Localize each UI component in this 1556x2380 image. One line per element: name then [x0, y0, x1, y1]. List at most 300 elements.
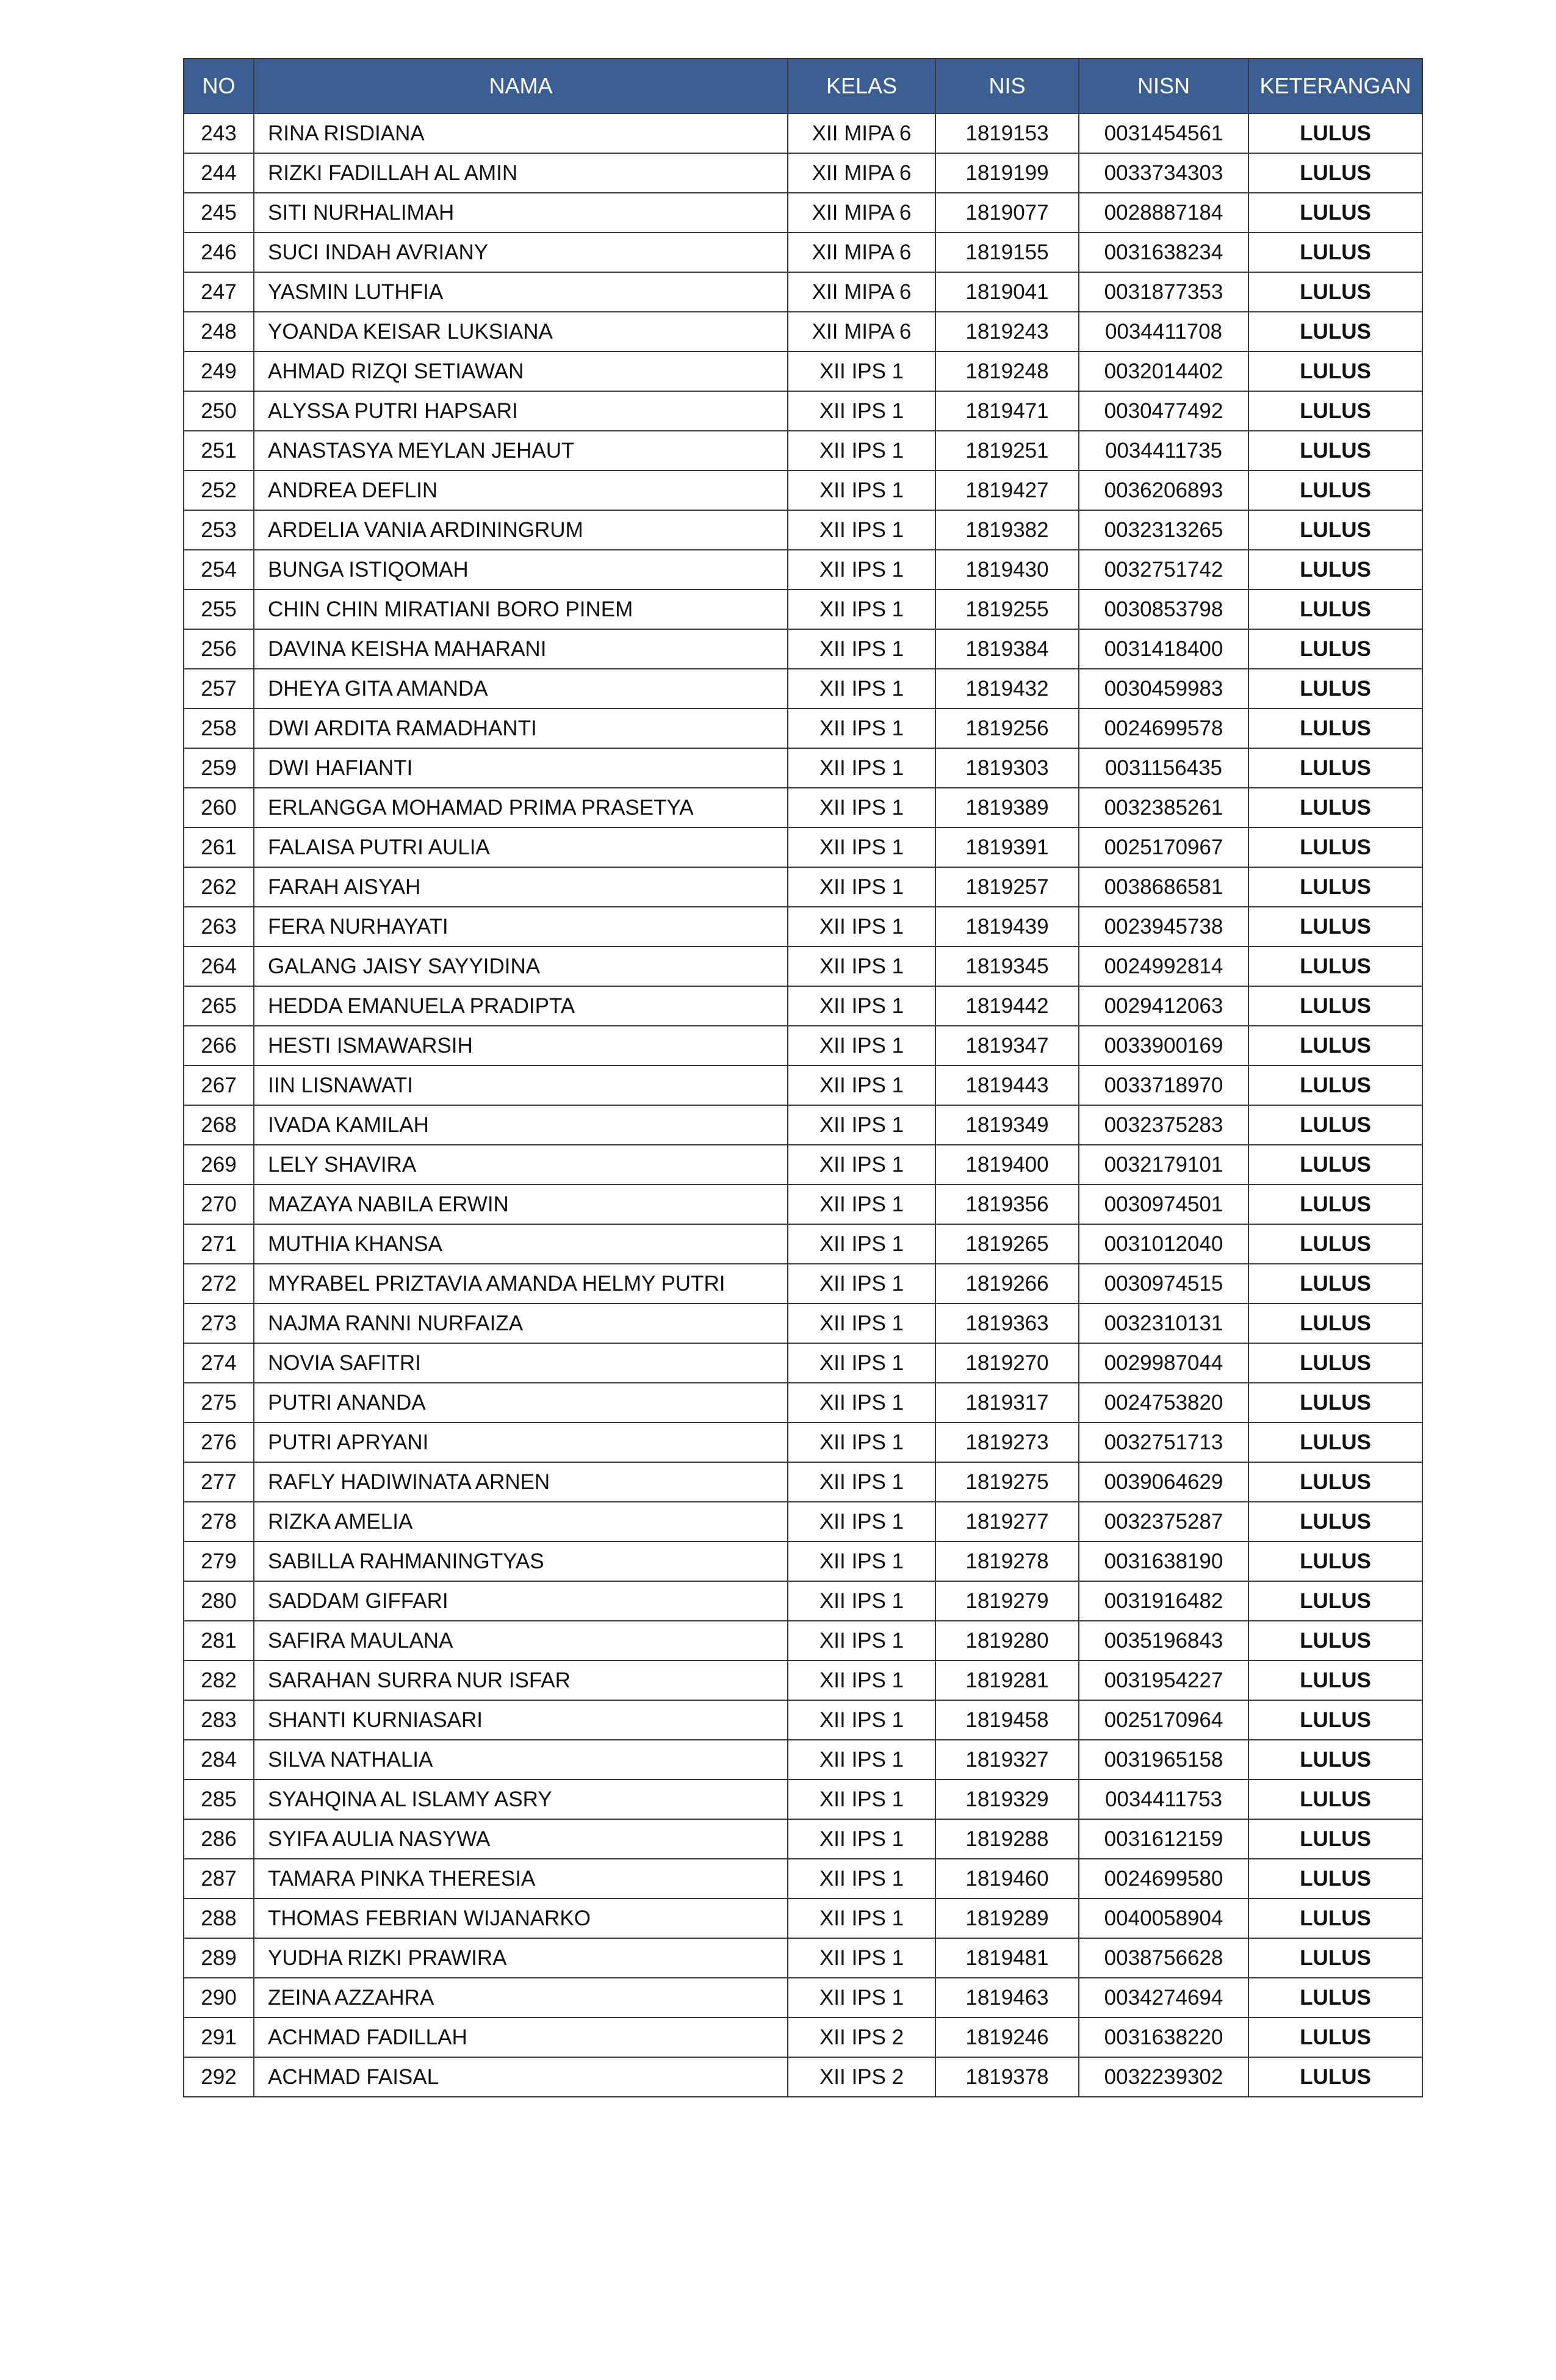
cell-nis: 1819347 — [935, 1026, 1079, 1066]
cell-keterangan: LULUS — [1248, 1819, 1422, 1859]
column-header-no: NO — [184, 59, 254, 114]
cell-no: 264 — [184, 947, 254, 986]
cell-no: 246 — [184, 233, 254, 272]
table-row — [184, 391, 1422, 431]
table-row — [184, 1938, 1422, 1978]
cell-nis: 1819439 — [935, 907, 1079, 947]
cell-no: 247 — [184, 272, 254, 312]
cell-no: 252 — [184, 471, 254, 510]
column-header-keterangan: KETERANGAN — [1248, 59, 1422, 114]
cell-no: 287 — [184, 1859, 254, 1899]
table-row — [184, 1621, 1422, 1661]
cell-nis: 1819378 — [935, 2057, 1079, 2097]
cell-keterangan: LULUS — [1248, 2057, 1422, 2097]
cell-keterangan: LULUS — [1248, 907, 1422, 947]
cell-no: 255 — [184, 590, 254, 629]
cell-nis: 1819278 — [935, 1542, 1079, 1581]
cell-nis: 1819279 — [935, 1581, 1079, 1621]
cell-nisn: 0030974515 — [1079, 1264, 1248, 1304]
cell-nisn: 0033718970 — [1079, 1066, 1248, 1105]
cell-keterangan: LULUS — [1248, 510, 1422, 550]
table-row — [184, 1819, 1422, 1859]
table-row — [184, 1740, 1422, 1780]
table-row — [184, 1978, 1422, 2018]
cell-nisn: 0035196843 — [1079, 1621, 1248, 1661]
cell-keterangan: LULUS — [1248, 1542, 1422, 1581]
table-row — [184, 1661, 1422, 1700]
table-row — [184, 1145, 1422, 1185]
column-header-nisn: NISN — [1079, 59, 1248, 114]
cell-kelas: XII IPS 1 — [788, 986, 935, 1026]
cell-nama: LELY SHAVIRA — [254, 1145, 788, 1185]
cell-nama: HEDDA EMANUELA PRADIPTA — [254, 986, 788, 1026]
cell-nama: CHIN CHIN MIRATIANI BORO PINEM — [254, 590, 788, 629]
cell-keterangan: LULUS — [1248, 748, 1422, 788]
cell-nis: 1819270 — [935, 1343, 1079, 1383]
cell-keterangan: LULUS — [1248, 590, 1422, 629]
cell-nisn: 0032014402 — [1079, 352, 1248, 391]
cell-no: 253 — [184, 510, 254, 550]
cell-keterangan: LULUS — [1248, 828, 1422, 867]
cell-nama: RAFLY HADIWINATA ARNEN — [254, 1462, 788, 1502]
cell-nisn: 0031954227 — [1079, 1661, 1248, 1700]
cell-kelas: XII IPS 1 — [788, 590, 935, 629]
table-row — [184, 986, 1422, 1026]
table-row — [184, 1383, 1422, 1423]
cell-no: 262 — [184, 867, 254, 907]
cell-no: 257 — [184, 669, 254, 709]
cell-no: 274 — [184, 1343, 254, 1383]
cell-no: 292 — [184, 2057, 254, 2097]
cell-nama: FARAH AISYAH — [254, 867, 788, 907]
cell-nis: 1819430 — [935, 550, 1079, 590]
cell-nama: RIZKI FADILLAH AL AMIN — [254, 153, 788, 193]
cell-no: 286 — [184, 1819, 254, 1859]
cell-nama: ANDREA DEFLIN — [254, 471, 788, 510]
graduation-results-table — [183, 58, 1423, 2097]
cell-nisn: 0032239302 — [1079, 2057, 1248, 2097]
cell-keterangan: LULUS — [1248, 1066, 1422, 1105]
cell-nisn: 0031877353 — [1079, 272, 1248, 312]
table-row — [184, 1859, 1422, 1899]
cell-keterangan: LULUS — [1248, 1938, 1422, 1978]
cell-keterangan: LULUS — [1248, 114, 1422, 153]
cell-kelas: XII IPS 2 — [788, 2018, 935, 2057]
cell-nama: SADDAM GIFFARI — [254, 1581, 788, 1621]
cell-nis: 1819280 — [935, 1621, 1079, 1661]
cell-no: 245 — [184, 193, 254, 233]
cell-nis: 1819246 — [935, 2018, 1079, 2057]
cell-keterangan: LULUS — [1248, 1026, 1422, 1066]
column-header-nama: NAMA — [254, 59, 788, 114]
cell-nisn: 0031012040 — [1079, 1224, 1248, 1264]
cell-no: 275 — [184, 1383, 254, 1423]
cell-nama: TAMARA PINKA THERESIA — [254, 1859, 788, 1899]
cell-kelas: XII MIPA 6 — [788, 153, 935, 193]
cell-keterangan: LULUS — [1248, 669, 1422, 709]
cell-nama: GALANG JAISY SAYYIDINA — [254, 947, 788, 986]
cell-no: 260 — [184, 788, 254, 828]
cell-no: 290 — [184, 1978, 254, 2018]
cell-kelas: XII IPS 1 — [788, 828, 935, 867]
cell-nis: 1819432 — [935, 669, 1079, 709]
cell-nama: NOVIA SAFITRI — [254, 1343, 788, 1383]
cell-nisn: 0039064629 — [1079, 1462, 1248, 1502]
cell-kelas: XII IPS 1 — [788, 352, 935, 391]
cell-nisn: 0029987044 — [1079, 1343, 1248, 1383]
cell-nisn: 0032310131 — [1079, 1304, 1248, 1343]
cell-nama: YOANDA KEISAR LUKSIANA — [254, 312, 788, 352]
cell-kelas: XII IPS 1 — [788, 431, 935, 471]
cell-nama: ARDELIA VANIA ARDININGRUM — [254, 510, 788, 550]
cell-keterangan: LULUS — [1248, 391, 1422, 431]
cell-no: 254 — [184, 550, 254, 590]
cell-keterangan: LULUS — [1248, 1780, 1422, 1819]
cell-kelas: XII IPS 1 — [788, 1740, 935, 1780]
cell-kelas: XII IPS 1 — [788, 1026, 935, 1066]
cell-keterangan: LULUS — [1248, 1185, 1422, 1224]
cell-kelas: XII IPS 1 — [788, 867, 935, 907]
cell-nisn: 0034411708 — [1079, 312, 1248, 352]
table-row — [184, 629, 1422, 669]
cell-nisn: 0032375287 — [1079, 1502, 1248, 1542]
cell-no: 291 — [184, 2018, 254, 2057]
cell-nis: 1819349 — [935, 1105, 1079, 1145]
cell-nis: 1819273 — [935, 1423, 1079, 1462]
cell-no: 248 — [184, 312, 254, 352]
cell-nama: NAJMA RANNI NURFAIZA — [254, 1304, 788, 1343]
cell-nisn: 0024699580 — [1079, 1859, 1248, 1899]
cell-no: 269 — [184, 1145, 254, 1185]
cell-kelas: XII IPS 1 — [788, 907, 935, 947]
cell-nis: 1819382 — [935, 510, 1079, 550]
table-row — [184, 510, 1422, 550]
cell-nama: RINA RISDIANA — [254, 114, 788, 153]
table-row — [184, 1066, 1422, 1105]
cell-no: 272 — [184, 1264, 254, 1304]
table-row — [184, 233, 1422, 272]
cell-kelas: XII IPS 1 — [788, 1621, 935, 1661]
cell-kelas: XII IPS 1 — [788, 1938, 935, 1978]
cell-nis: 1819303 — [935, 748, 1079, 788]
cell-nis: 1819327 — [935, 1740, 1079, 1780]
cell-kelas: XII IPS 1 — [788, 1105, 935, 1145]
cell-nisn: 0032385261 — [1079, 788, 1248, 828]
cell-no: 279 — [184, 1542, 254, 1581]
cell-nama: MYRABEL PRIZTAVIA AMANDA HELMY PUTRI — [254, 1264, 788, 1304]
cell-keterangan: LULUS — [1248, 1621, 1422, 1661]
cell-kelas: XII IPS 1 — [788, 1700, 935, 1740]
cell-nis: 1819329 — [935, 1780, 1079, 1819]
cell-no: 244 — [184, 153, 254, 193]
cell-no: 273 — [184, 1304, 254, 1343]
cell-no: 270 — [184, 1185, 254, 1224]
cell-nis: 1819345 — [935, 947, 1079, 986]
cell-nama: SAFIRA MAULANA — [254, 1621, 788, 1661]
cell-nama: SITI NURHALIMAH — [254, 193, 788, 233]
cell-kelas: XII MIPA 6 — [788, 114, 935, 153]
cell-keterangan: LULUS — [1248, 1343, 1422, 1383]
cell-nis: 1819153 — [935, 114, 1079, 153]
cell-nis: 1819275 — [935, 1462, 1079, 1502]
cell-no: 284 — [184, 1740, 254, 1780]
cell-nama: YUDHA RIZKI PRAWIRA — [254, 1938, 788, 1978]
table-row — [184, 114, 1422, 153]
cell-no: 285 — [184, 1780, 254, 1819]
cell-no: 277 — [184, 1462, 254, 1502]
table-row — [184, 312, 1422, 352]
cell-nama: BUNGA ISTIQOMAH — [254, 550, 788, 590]
table-row — [184, 1502, 1422, 1542]
cell-kelas: XII IPS 1 — [788, 1264, 935, 1304]
cell-nisn: 0032313265 — [1079, 510, 1248, 550]
cell-no: 265 — [184, 986, 254, 1026]
cell-nis: 1819443 — [935, 1066, 1079, 1105]
cell-nama: FERA NURHAYATI — [254, 907, 788, 947]
cell-nama: SYAHQINA AL ISLAMY ASRY — [254, 1780, 788, 1819]
cell-no: 256 — [184, 629, 254, 669]
table-row — [184, 471, 1422, 510]
cell-kelas: XII IPS 1 — [788, 709, 935, 748]
cell-nama: ACHMAD FAISAL — [254, 2057, 788, 2097]
cell-kelas: XII IPS 1 — [788, 1383, 935, 1423]
cell-keterangan: LULUS — [1248, 550, 1422, 590]
cell-nama: ZEINA AZZAHRA — [254, 1978, 788, 2018]
table-row — [184, 590, 1422, 629]
cell-nis: 1819317 — [935, 1383, 1079, 1423]
cell-keterangan: LULUS — [1248, 1502, 1422, 1542]
cell-no: 258 — [184, 709, 254, 748]
cell-nis: 1819255 — [935, 590, 1079, 629]
cell-nisn: 0024699578 — [1079, 709, 1248, 748]
cell-keterangan: LULUS — [1248, 1740, 1422, 1780]
cell-keterangan: LULUS — [1248, 1304, 1422, 1343]
table-body — [184, 114, 1422, 2097]
cell-nis: 1819251 — [935, 431, 1079, 471]
cell-kelas: XII IPS 1 — [788, 1978, 935, 2018]
cell-no: 271 — [184, 1224, 254, 1264]
cell-nis: 1819288 — [935, 1819, 1079, 1859]
cell-nama: HESTI ISMAWARSIH — [254, 1026, 788, 1066]
table-row — [184, 431, 1422, 471]
cell-kelas: XII MIPA 6 — [788, 233, 935, 272]
cell-nis: 1819266 — [935, 1264, 1079, 1304]
cell-kelas: XII IPS 1 — [788, 947, 935, 986]
table-row — [184, 1185, 1422, 1224]
cell-nis: 1819077 — [935, 193, 1079, 233]
table-row — [184, 550, 1422, 590]
cell-keterangan: LULUS — [1248, 431, 1422, 471]
cell-kelas: XII MIPA 6 — [788, 272, 935, 312]
table-row — [184, 1224, 1422, 1264]
cell-kelas: XII IPS 2 — [788, 2057, 935, 2097]
cell-nisn: 0031454561 — [1079, 114, 1248, 153]
table-row — [184, 1462, 1422, 1502]
cell-nis: 1819400 — [935, 1145, 1079, 1185]
cell-kelas: XII IPS 1 — [788, 669, 935, 709]
cell-nama: PUTRI APRYANI — [254, 1423, 788, 1462]
cell-kelas: XII IPS 1 — [788, 1185, 935, 1224]
table-row — [184, 193, 1422, 233]
cell-no: 268 — [184, 1105, 254, 1145]
cell-no: 267 — [184, 1066, 254, 1105]
cell-nama: SHANTI KURNIASARI — [254, 1700, 788, 1740]
cell-nisn: 0031156435 — [1079, 748, 1248, 788]
cell-nisn: 0033900169 — [1079, 1026, 1248, 1066]
cell-nama: DAVINA KEISHA MAHARANI — [254, 629, 788, 669]
table-row — [184, 1304, 1422, 1343]
table-row — [184, 1581, 1422, 1621]
table-row — [184, 1264, 1422, 1304]
cell-nisn: 0030459983 — [1079, 669, 1248, 709]
cell-nama: DWI HAFIANTI — [254, 748, 788, 788]
table-row — [184, 788, 1422, 828]
cell-kelas: XII IPS 1 — [788, 788, 935, 828]
table-row — [184, 1343, 1422, 1383]
table-row — [184, 1780, 1422, 1819]
cell-nama: THOMAS FEBRIAN WIJANARKO — [254, 1899, 788, 1938]
cell-kelas: XII IPS 1 — [788, 1859, 935, 1899]
cell-nis: 1819356 — [935, 1185, 1079, 1224]
cell-nis: 1819427 — [935, 471, 1079, 510]
cell-nisn: 0038686581 — [1079, 867, 1248, 907]
cell-kelas: XII IPS 1 — [788, 510, 935, 550]
cell-no: 249 — [184, 352, 254, 391]
cell-nis: 1819243 — [935, 312, 1079, 352]
cell-nisn: 0029412063 — [1079, 986, 1248, 1026]
cell-no: 276 — [184, 1423, 254, 1462]
cell-nama: AHMAD RIZQI SETIAWAN — [254, 352, 788, 391]
cell-no: 282 — [184, 1661, 254, 1700]
cell-keterangan: LULUS — [1248, 1145, 1422, 1185]
cell-nisn: 0036206893 — [1079, 471, 1248, 510]
cell-nisn: 0031965158 — [1079, 1740, 1248, 1780]
cell-kelas: XII IPS 1 — [788, 391, 935, 431]
cell-nama: FALAISA PUTRI AULIA — [254, 828, 788, 867]
cell-nisn: 0033734303 — [1079, 153, 1248, 193]
cell-nis: 1819289 — [935, 1899, 1079, 1938]
cell-nisn: 0032751713 — [1079, 1423, 1248, 1462]
cell-no: 288 — [184, 1899, 254, 1938]
cell-nis: 1819481 — [935, 1938, 1079, 1978]
cell-nisn: 0031418400 — [1079, 629, 1248, 669]
cell-no: 251 — [184, 431, 254, 471]
cell-nis: 1819471 — [935, 391, 1079, 431]
table-row — [184, 1105, 1422, 1145]
table-row — [184, 153, 1422, 193]
cell-nama: DWI ARDITA RAMADHANTI — [254, 709, 788, 748]
cell-nis: 1819463 — [935, 1978, 1079, 2018]
cell-keterangan: LULUS — [1248, 709, 1422, 748]
cell-nisn: 0031638234 — [1079, 233, 1248, 272]
cell-nis: 1819460 — [935, 1859, 1079, 1899]
header-row — [184, 59, 1422, 114]
cell-kelas: XII IPS 1 — [788, 1780, 935, 1819]
cell-kelas: XII IPS 1 — [788, 1423, 935, 1462]
table-row — [184, 1700, 1422, 1740]
cell-kelas: XII MIPA 6 — [788, 312, 935, 352]
cell-no: 250 — [184, 391, 254, 431]
cell-keterangan: LULUS — [1248, 1581, 1422, 1621]
cell-nis: 1819155 — [935, 233, 1079, 272]
cell-nama: ANASTASYA MEYLAN JEHAUT — [254, 431, 788, 471]
table-row — [184, 709, 1422, 748]
cell-keterangan: LULUS — [1248, 153, 1422, 193]
cell-no: 278 — [184, 1502, 254, 1542]
cell-keterangan: LULUS — [1248, 2018, 1422, 2057]
cell-kelas: XII MIPA 6 — [788, 193, 935, 233]
table-row — [184, 669, 1422, 709]
cell-keterangan: LULUS — [1248, 1661, 1422, 1700]
cell-kelas: XII IPS 1 — [788, 748, 935, 788]
cell-nisn: 0030477492 — [1079, 391, 1248, 431]
cell-nisn: 0025170967 — [1079, 828, 1248, 867]
table-row — [184, 748, 1422, 788]
table-row — [184, 907, 1422, 947]
cell-no: 259 — [184, 748, 254, 788]
cell-nama: RIZKA AMELIA — [254, 1502, 788, 1542]
cell-no: 289 — [184, 1938, 254, 1978]
cell-keterangan: LULUS — [1248, 1700, 1422, 1740]
cell-kelas: XII IPS 1 — [788, 1581, 935, 1621]
cell-no: 283 — [184, 1700, 254, 1740]
cell-nisn: 0040058904 — [1079, 1899, 1248, 1938]
cell-keterangan: LULUS — [1248, 272, 1422, 312]
cell-nama: PUTRI ANANDA — [254, 1383, 788, 1423]
table-row — [184, 1542, 1422, 1581]
cell-keterangan: LULUS — [1248, 352, 1422, 391]
column-header-kelas: KELAS — [788, 59, 935, 114]
cell-no: 243 — [184, 114, 254, 153]
cell-nama: IVADA KAMILAH — [254, 1105, 788, 1145]
cell-nis: 1819389 — [935, 788, 1079, 828]
cell-kelas: XII IPS 1 — [788, 629, 935, 669]
cell-kelas: XII IPS 1 — [788, 1899, 935, 1938]
cell-kelas: XII IPS 1 — [788, 471, 935, 510]
cell-nisn: 0024753820 — [1079, 1383, 1248, 1423]
cell-keterangan: LULUS — [1248, 1105, 1422, 1145]
table-row — [184, 1899, 1422, 1938]
cell-kelas: XII IPS 1 — [788, 1661, 935, 1700]
cell-nis: 1819265 — [935, 1224, 1079, 1264]
cell-nisn: 0030974501 — [1079, 1185, 1248, 1224]
cell-nama: YASMIN LUTHFIA — [254, 272, 788, 312]
cell-kelas: XII IPS 1 — [788, 1542, 935, 1581]
table-row — [184, 1026, 1422, 1066]
cell-nisn: 0031638190 — [1079, 1542, 1248, 1581]
cell-nis: 1819391 — [935, 828, 1079, 867]
cell-keterangan: LULUS — [1248, 1264, 1422, 1304]
cell-nama: SILVA NATHALIA — [254, 1740, 788, 1780]
cell-nisn: 0034274694 — [1079, 1978, 1248, 2018]
cell-nisn: 0025170964 — [1079, 1700, 1248, 1740]
cell-keterangan: LULUS — [1248, 471, 1422, 510]
cell-no: 280 — [184, 1581, 254, 1621]
cell-nisn: 0032375283 — [1079, 1105, 1248, 1145]
cell-keterangan: LULUS — [1248, 1224, 1422, 1264]
table-row — [184, 272, 1422, 312]
cell-no: 261 — [184, 828, 254, 867]
cell-nis: 1819199 — [935, 153, 1079, 193]
table-row — [184, 1423, 1422, 1462]
table-header — [184, 59, 1422, 114]
cell-nama: ALYSSA PUTRI HAPSARI — [254, 391, 788, 431]
cell-nisn: 0031638220 — [1079, 2018, 1248, 2057]
cell-keterangan: LULUS — [1248, 788, 1422, 828]
cell-nisn: 0024992814 — [1079, 947, 1248, 986]
cell-nisn: 0031612159 — [1079, 1819, 1248, 1859]
cell-keterangan: LULUS — [1248, 193, 1422, 233]
